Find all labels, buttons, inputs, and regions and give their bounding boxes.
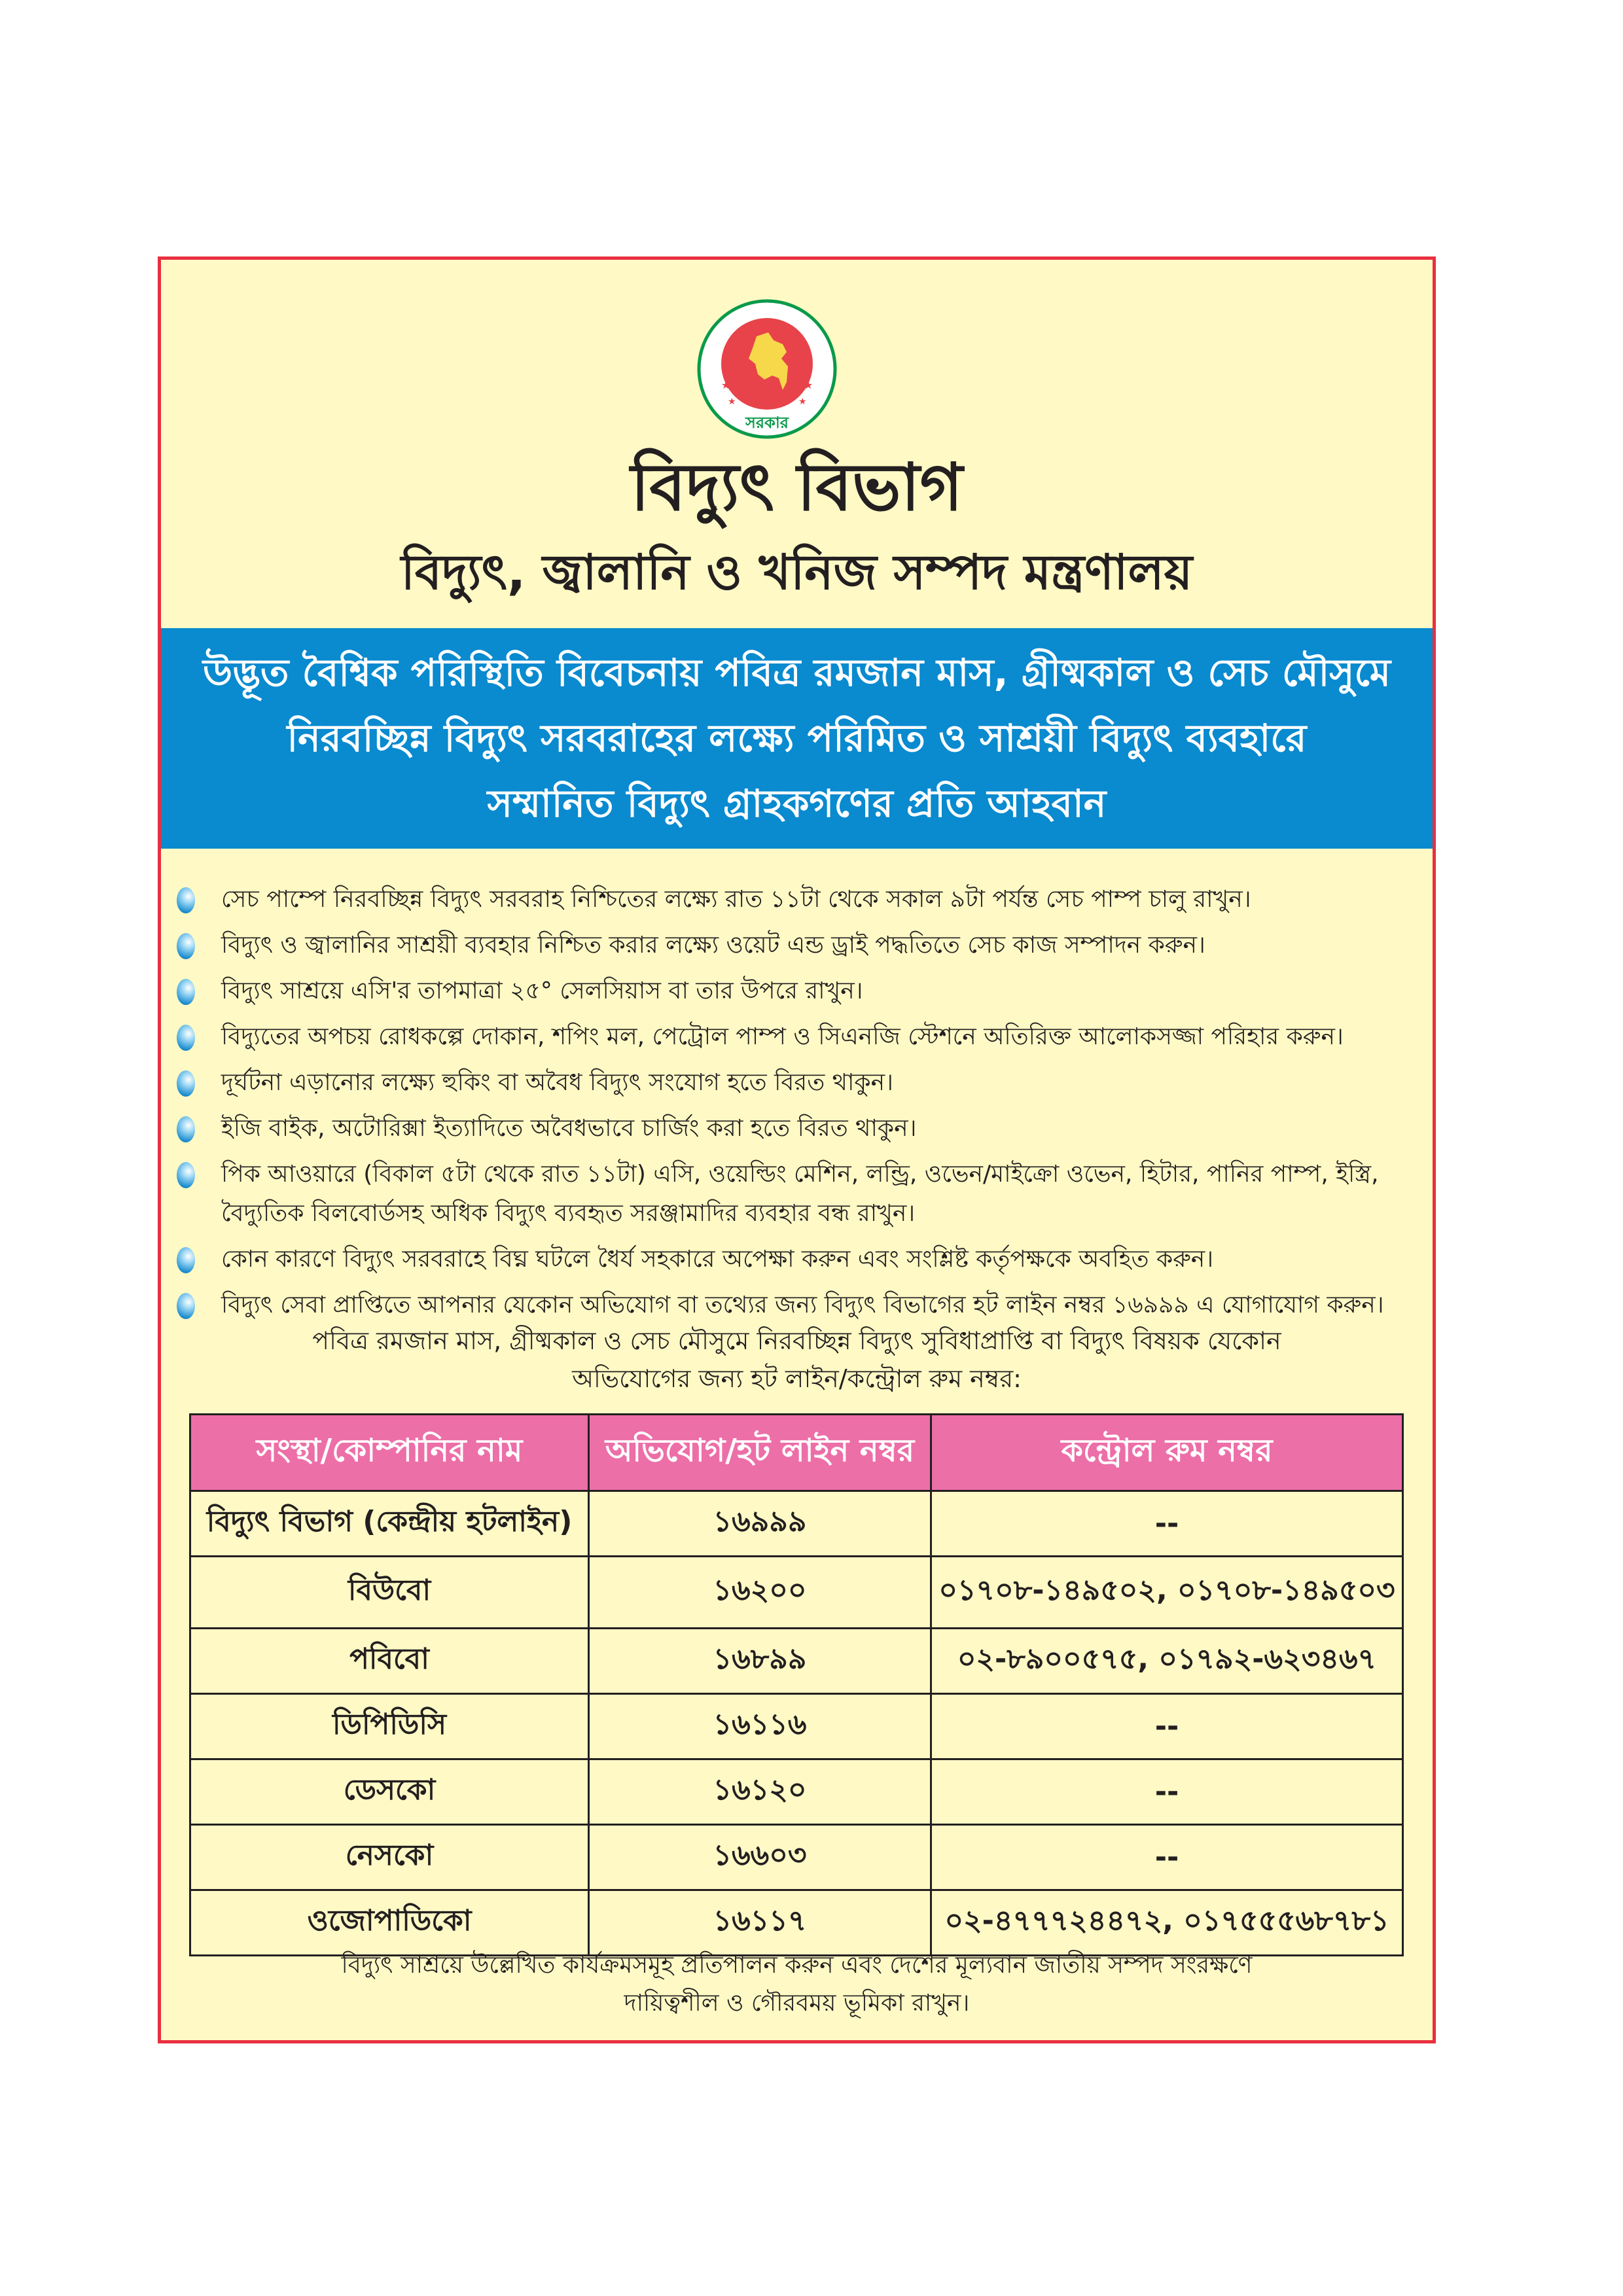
table-header-row [190, 1415, 1403, 1491]
cell-hotline: ১৬১১৭ [589, 1890, 931, 1956]
cell-control-room: ০২-৮৯০০৫৭৫, ০১৭৯২-৬২৩৪৬৭ [931, 1629, 1403, 1694]
footer-note: বিদ্যুৎ সাশ্রয়ে উল্লেখিত কার্যক্রমসমূহ প্রতিপালন করুন এবং দেশের মূল্যবান জাতীয় সম্পদ সংরক্ষণে দায়িত্বশীল ও গৌরবময় ভূমিকা রাখুন। [341, 1952, 1253, 2017]
cell-control-room: -- [931, 1491, 1403, 1557]
cell-control-room: -- [931, 1694, 1403, 1759]
cell-hotline: ১৬৬০৩ [589, 1825, 931, 1890]
cell-hotline: ১৬১২০ [589, 1759, 931, 1825]
bullet-icon [177, 1247, 195, 1273]
bullet-icon [177, 1293, 195, 1319]
svg-text:★: ★ [804, 379, 813, 391]
banner-line: নিরবচ্ছিন্ন বিদ্যুৎ সরবরাহের লক্ষ্যে পরিমিত ও সাশ্রয়ী বিদ্যুৎ ব্যবহারে [287, 716, 1307, 760]
banner-line: উদ্ভূত বৈশ্বিক পরিস্থিতি বিবেচনায় পবিত্র রমজান মাস, গ্রীষ্মকাল ও সেচ মৌসুমে [203, 650, 1391, 695]
seal-bottom-text: সরকার [745, 414, 789, 432]
table-row [190, 1759, 1403, 1825]
column-header-hotline: অভিযোগ/হট লাইন নম্বর [589, 1415, 931, 1491]
table-row [190, 1694, 1403, 1759]
bullet-icon [177, 933, 195, 959]
cell-organization: ডিপিডিসি [190, 1694, 589, 1759]
hotline-note: পবিত্র রমজান মাস, গ্রীষ্মকাল ও সেচ মৌসুমে নিরবচ্ছিন্ন বিদ্যুৎ সুবিধাপ্রাপ্তি বা বিদ্যুৎ বিষয়ক যেকোন অভিযোগের জন্য হট লাইন/কন্ট্রোল রুম নম্বর: [312, 1326, 1281, 1393]
svg-text:★: ★ [721, 379, 731, 391]
government-seal-logo [696, 298, 838, 440]
ministry-subtitle: বিদ্যুৎ, জ্বালানি ও খনিজ সম্পদ মন্ত্রণালয় [401, 544, 1193, 601]
cell-organization: বিউবো [190, 1557, 589, 1629]
hotline-table [189, 1413, 1404, 1956]
table-row [190, 1629, 1403, 1694]
table-row [190, 1557, 1403, 1629]
cell-hotline: ১৬৮৯৯ [589, 1629, 931, 1694]
bullet-icon [177, 887, 195, 913]
page-title: বিদ্যুৎ বিভাগ [630, 449, 963, 525]
list-item: বিদ্যুৎ সাশ্রয়ে এসি'র তাপমাত্রা ২৫° সেলসিয়াস বা তার উপরে রাখুন। [177, 968, 1420, 1014]
bullet-icon [177, 1025, 195, 1051]
cell-organization: নেসকো [190, 1825, 589, 1890]
cell-organization: ডেসকো [190, 1759, 589, 1825]
cell-organization: ওজোপাডিকো [190, 1890, 589, 1956]
list-item: পিক আওয়ারে (বিকাল ৫টা থেকে রাত ১১টা) এসি, ওয়েল্ডিং মেশিন, লন্ড্রি, ওভেন/মাইক্রো ওভেন, হিটার, পানির পাম্প, ইস্ত্রি, বৈদ্যুতিক বিলবোর্ডসহ অধিক বিদ্যুৎ ব্যবহৃত সরঞ্জামাদির ব্যবহার বন্ধ রাখুন। [177, 1152, 1420, 1237]
cell-control-room: -- [931, 1825, 1403, 1890]
svg-text:★: ★ [728, 397, 736, 407]
list-item: কোন কারণে বিদ্যুৎ সরবরাহে বিঘ্ন ঘটলে ধৈর্য সহকারে অপেক্ষা করুন এবং সংশ্লিষ্ট কর্তৃপক্ষকে অবহিত করুন। [177, 1237, 1420, 1282]
bullet-icon [177, 979, 195, 1005]
cell-hotline: ১৬১১৬ [589, 1694, 931, 1759]
list-item: বিদ্যুতের অপচয় রোধকল্পে দোকান, শপিং মল, পেট্রোল পাম্প ও সিএনজি স্টেশনে অতিরিক্ত আলোকসজ্জা পরিহার করুন। [177, 1014, 1420, 1060]
bullet-icon [177, 1116, 195, 1142]
svg-text:★: ★ [798, 397, 807, 407]
table-row [190, 1825, 1403, 1890]
list-item: ইজি বাইক, অটোরিক্সা ইত্যাদিতে অবৈধভাবে চার্জিং করা হতে বিরত থাকুন। [177, 1106, 1420, 1152]
cell-organization: পবিবো [190, 1629, 589, 1694]
list-item: বিদ্যুৎ ও জ্বালানির সাশ্রয়ী ব্যবহার নিশ্চিত করার লক্ষ্যে ওয়েট এন্ড ড্রাই পদ্ধতিতে সেচ কাজ সম্পাদন করুন। [177, 923, 1420, 968]
bullet-icon [177, 1070, 195, 1097]
bullet-icon [177, 1162, 195, 1188]
column-header-organization: সংস্থা/কোম্পানির নাম [190, 1415, 589, 1491]
banner-line: সম্মানিত বিদ্যুৎ গ্রাহকগণের প্রতি আহবান [487, 781, 1107, 826]
cell-control-room: ০২-৪৭৭৭২৪৪৭২, ০১৭৫৫৫৬৮৭৮১ [931, 1890, 1403, 1956]
cell-control-room: -- [931, 1759, 1403, 1825]
table-row [190, 1890, 1403, 1956]
list-item: বিদ্যুৎ সেবা প্রাপ্তিতে আপনার যেকোন অভিযোগ বা তথ্যের জন্য বিদ্যুৎ বিভাগের হট লাইন নম্বর ১৬৯৯৯ এ যোগাযোগ করুন। [177, 1282, 1420, 1328]
column-header-control-room: কন্ট্রোল রুম নম্বর [931, 1415, 1403, 1491]
table-row [190, 1491, 1403, 1557]
list-item: দূর্ঘটনা এড়ানোর লক্ষ্যে হুকিং বা অবৈধ বিদ্যুৎ সংযোগ হতে বিরত থাকুন। [177, 1060, 1420, 1106]
appeal-banner [161, 628, 1433, 849]
advice-list [177, 877, 1420, 1328]
cell-organization: বিদ্যুৎ বিভাগ (কেন্দ্রীয় হটলাইন) [190, 1491, 589, 1557]
list-item: সেচ পাম্পে নিরবচ্ছিন্ন বিদ্যুৎ সরবরাহ নিশ্চিতের লক্ষ্যে রাত ১১টা থেকে সকাল ৯টা পর্যন্ত সেচ পাম্প চালু রাখুন। [177, 877, 1420, 923]
cell-hotline: ১৬৯৯৯ [589, 1491, 931, 1557]
cell-hotline: ১৬২০০ [589, 1557, 931, 1629]
cell-control-room: ০১৭০৮-১৪৯৫০২, ০১৭০৮-১৪৯৫০৩ [931, 1557, 1403, 1629]
